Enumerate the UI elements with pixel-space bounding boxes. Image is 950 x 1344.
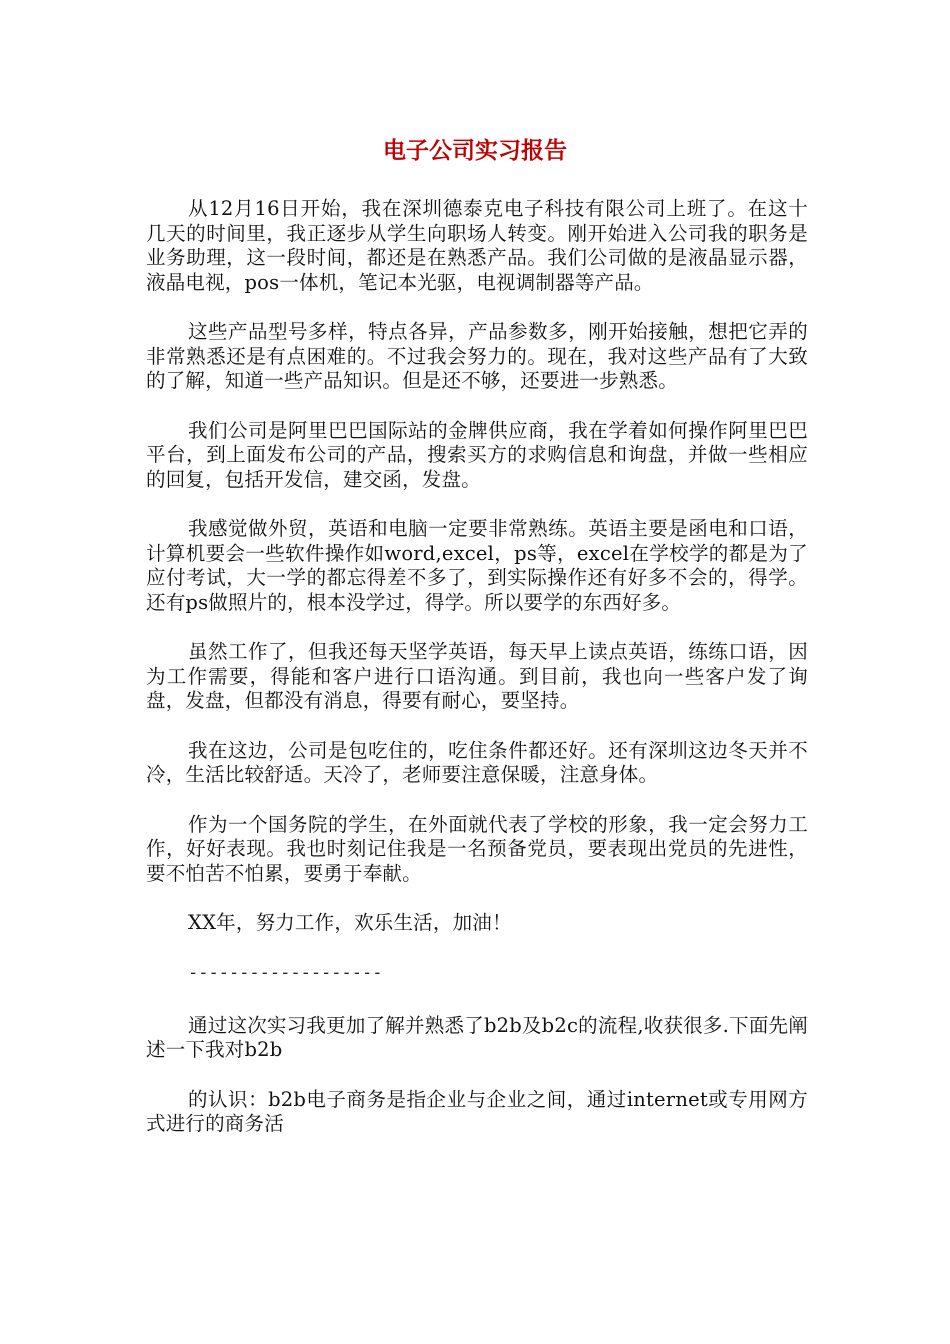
paragraph-8: XX年，努力工作，欢乐生活，加油！ xyxy=(188,911,512,934)
paragraph-7: 作为一个国务院的学生，在外面就代表了学校的形象，我一定会努力工作，好好表现。我也时刻记住我是一名预备党员，要表现出党员的先进性，要不怕苦不怕累，要勇于奉献。 xyxy=(146,812,808,885)
paragraph-9: 通过这次实习我更加了解并熟悉了b2b及b2c的流程,收获很多.下面先阐述一下我对b2b xyxy=(146,1013,808,1061)
paragraph-1: 从12月16日开始，我在深圳德泰克电子科技有限公司上班了。在这十几天的时间里，我正逐步从学生向职场人转变。刚开始进入公司我的职务是业务助理，这一段时间，都还是在熟悉产品。我们公司做的是液晶显示器，液晶电视，pos一体机，笔记本光驱，电视调制器等产品。 xyxy=(146,197,808,294)
document-title: 电子公司实习报告 xyxy=(383,138,567,164)
paragraph-4: 我感觉做外贸，英语和电脑一定要非常熟练。英语主要是函电和口语，计算机要会一些软件操作如word,excel，ps等，excel在学校学的都是为了应付考试，大一学的都忘得差不多了，到实际操作还有好多不会的，得学。还有ps做照片的，根本没学过，得学。所以要学的东西好多。 xyxy=(146,517,808,614)
paragraph-2: 这些产品型号多样，特点各异，产品参数多，刚开始接触，想把它弄的非常熟悉还是有点困难的。不过我会努力的。现在，我对这些产品有了大致的了解，知道一些产品知识。但是还不够，还要进一步熟悉。 xyxy=(146,320,808,392)
paragraph-6: 我在这边，公司是包吃住的，吃住条件都还好。还有深圳这边冬天并不冷，生活比较舒适。天冷了，老师要注意保暖，注意身体。 xyxy=(146,738,808,786)
paragraph-3: 我们公司是阿里巴巴国际站的金牌供应商，我在学着如何操作阿里巴巴平台，到上面发布公司的产品，搜索买方的求购信息和询盘，并做一些相应的回复，包括开发信，建交函，发盘。 xyxy=(146,418,808,491)
document-body xyxy=(146,197,808,1162)
paragraph-10: 的认识：b2b电子商务是指企业与企业之间，通过internet或专用网方式进行的商务活 xyxy=(146,1087,808,1135)
paragraph-5: 虽然工作了，但我还每天坚学英语，每天早上读点英语，练练口语，因为工作需要，得能和客户进行口语沟通。到目前，我也向一些客户发了询盘，发盘，但都没有消息，得要有耐心，要坚持。 xyxy=(146,640,808,712)
section-divider: ------------------- xyxy=(188,962,383,983)
